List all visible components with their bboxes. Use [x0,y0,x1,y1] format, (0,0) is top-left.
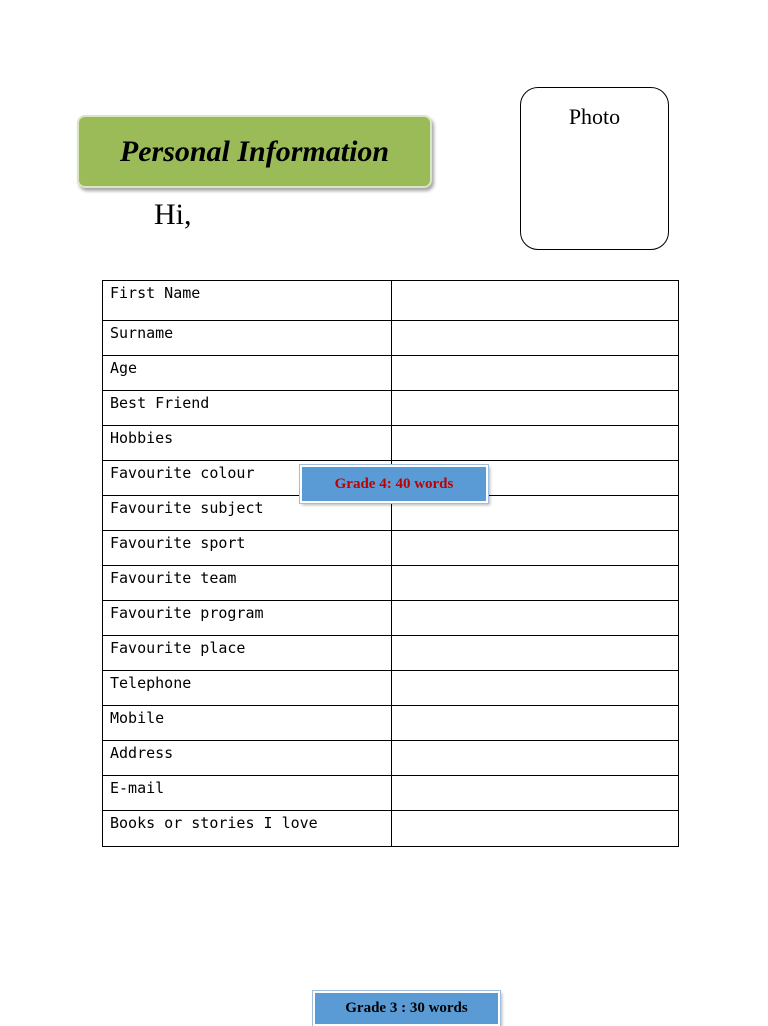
field-value[interactable] [392,671,679,706]
table-row [103,321,679,356]
table-row [103,426,679,461]
field-value[interactable] [392,636,679,671]
field-label: First Name [103,281,392,321]
photo-box[interactable] [520,87,669,250]
field-label: Best Friend [103,391,392,426]
table-row [103,281,679,321]
personal-info-table [102,280,679,847]
page-title: Personal Information [119,134,390,168]
table-row [103,776,679,811]
field-label: Favourite program [103,601,392,636]
field-label: Favourite sport [103,531,392,566]
table-row [103,391,679,426]
table-row [103,741,679,776]
field-label: Mobile [103,706,392,741]
field-label: Books or stories I love [103,811,392,847]
table-row [103,671,679,706]
grade4-badge [300,465,488,503]
grade3-badge [313,991,500,1026]
field-label: Favourite colour [103,461,392,496]
field-value[interactable] [392,281,679,321]
field-value[interactable] [392,811,679,847]
field-label: Favourite subject [103,496,392,531]
field-value[interactable] [392,566,679,601]
field-label: Telephone [103,671,392,706]
field-value[interactable] [392,356,679,391]
grade4-label: Grade 4: 40 words [334,475,454,492]
field-value[interactable] [392,706,679,741]
field-value[interactable] [392,741,679,776]
field-value[interactable] [392,426,679,461]
field-value[interactable] [392,391,679,426]
table-row [103,706,679,741]
field-label: Favourite team [103,566,392,601]
field-value[interactable] [392,601,679,636]
field-value[interactable] [392,776,679,811]
field-label: Hobbies [103,426,392,461]
grade3-label: Grade 3 : 30 words [345,1000,468,1016]
title-banner [77,115,432,188]
table-row [103,356,679,391]
field-label: E-mail [103,776,392,811]
field-value[interactable] [392,531,679,566]
table-row [103,566,679,601]
greeting-text: Hi, [154,198,192,231]
table-row [103,531,679,566]
table-row [103,811,679,847]
field-label: Favourite place [103,636,392,671]
table-row [103,636,679,671]
photo-label: Photo [568,104,621,129]
field-label: Surname [103,321,392,356]
field-label: Address [103,741,392,776]
field-value[interactable] [392,321,679,356]
table-row [103,601,679,636]
field-label: Age [103,356,392,391]
